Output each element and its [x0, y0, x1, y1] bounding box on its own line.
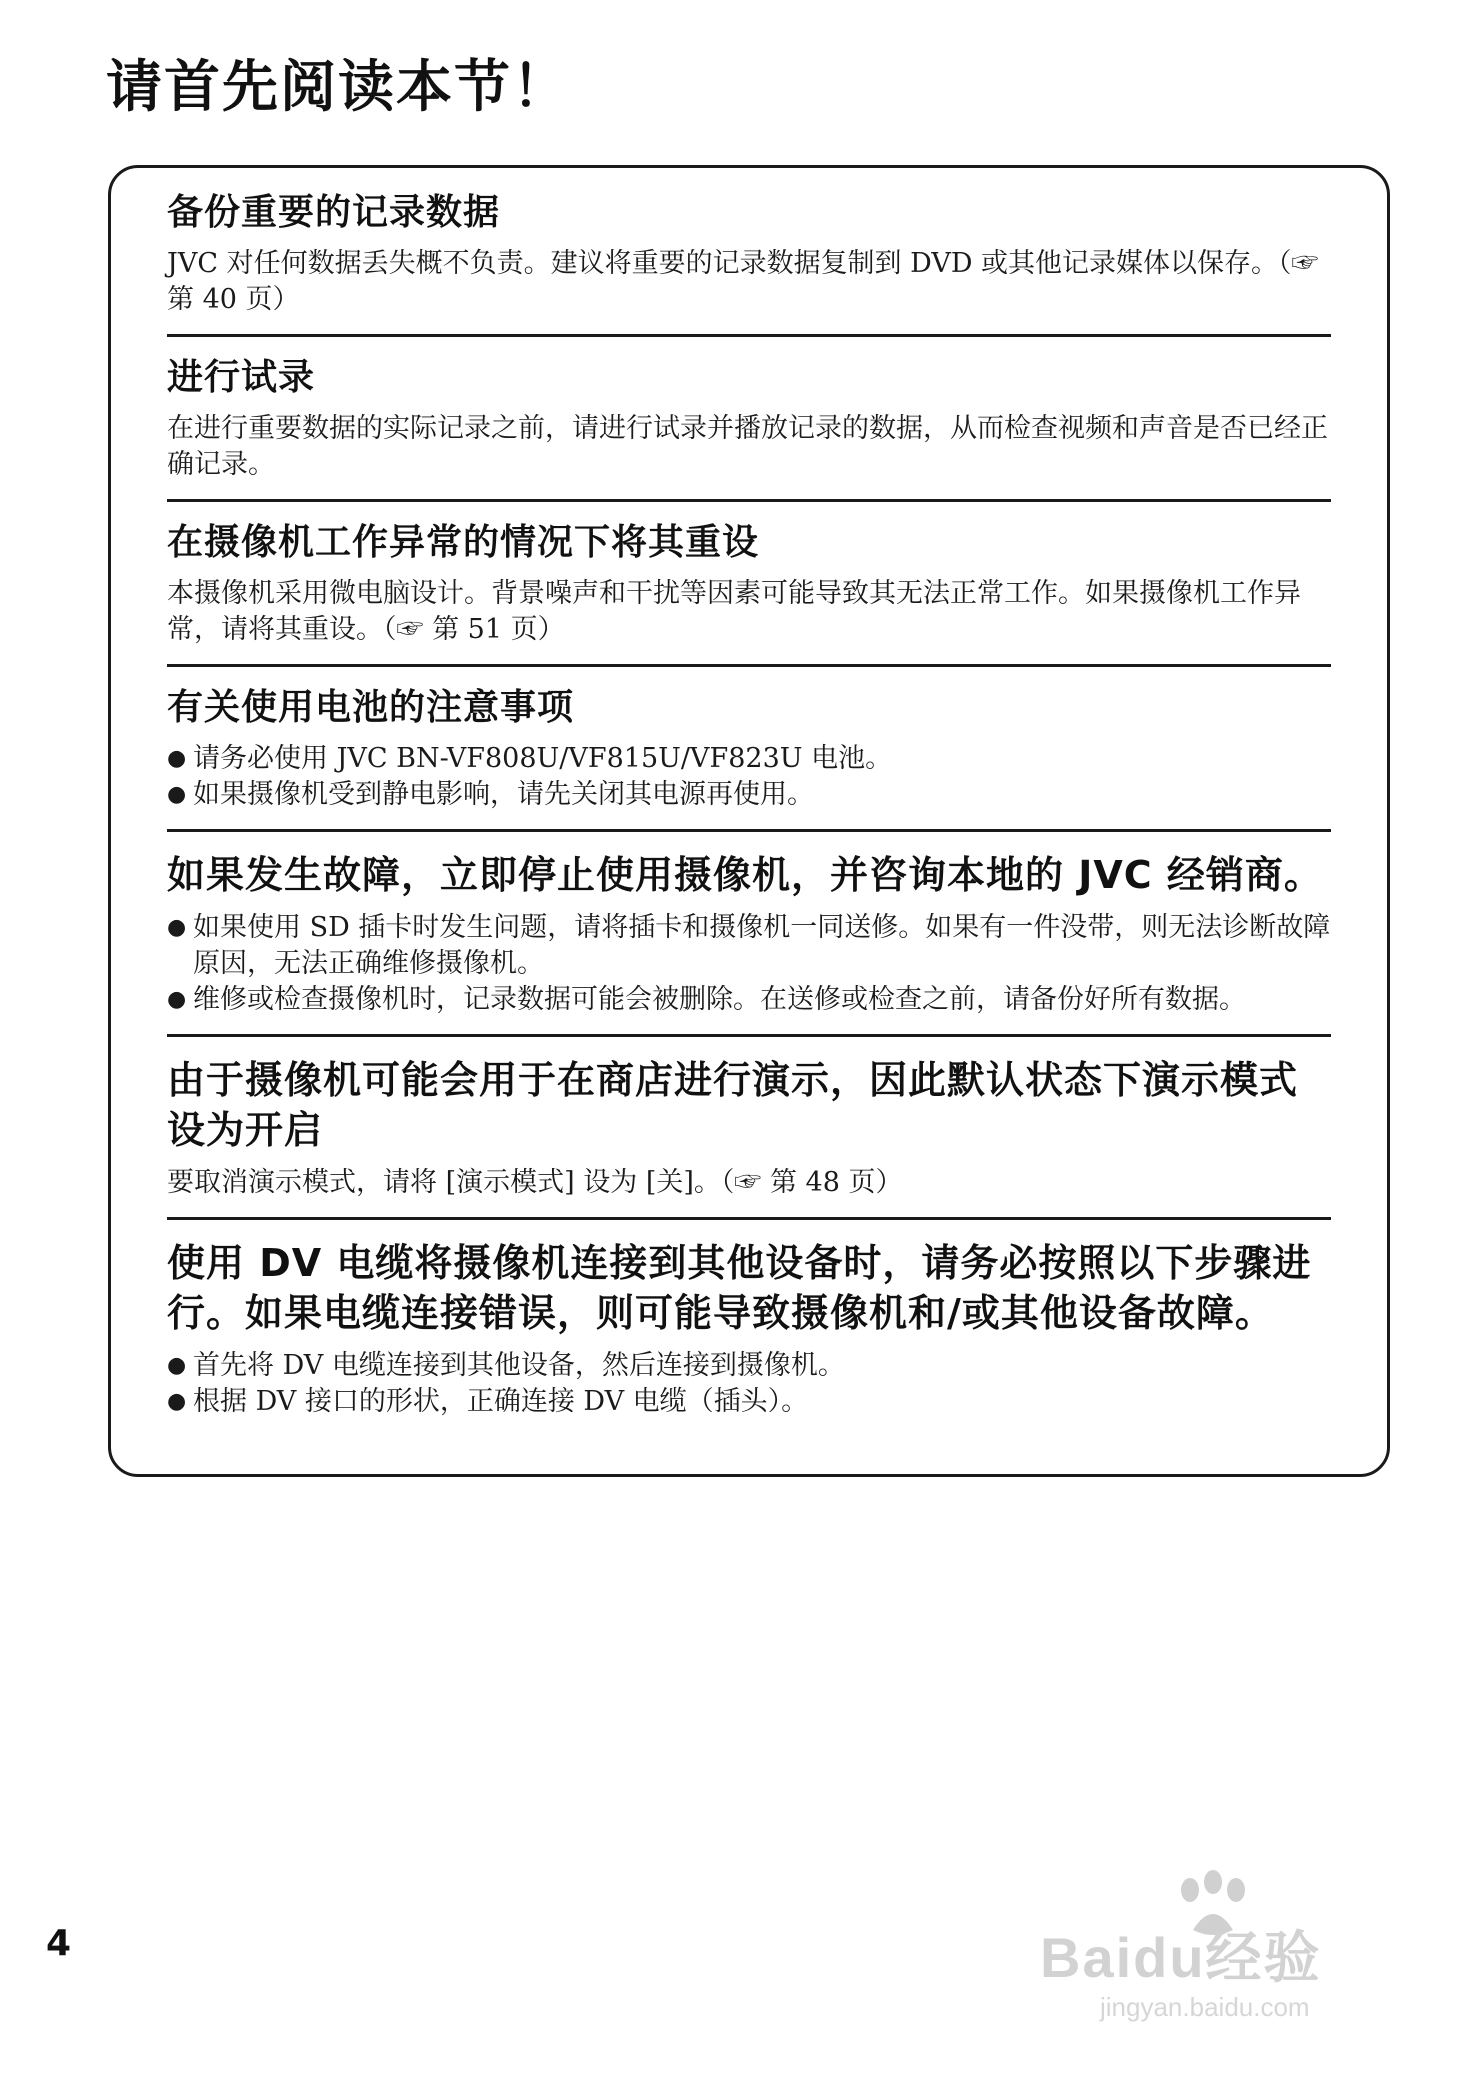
section-body: 要取消演示模式，请将 [演示模式] 设为 [关]。（☞ 第 48 页） [167, 1167, 903, 1198]
bullet-list [167, 1348, 1331, 1420]
list-item-text: 根据 DV 接口的形状，正确连接 DV 电缆（插头）。 [193, 1386, 809, 1417]
section-body: JVC 对任何数据丢失概不负责。建议将重要的记录数据复制到 DVD 或其他记录媒体以保存。（☞ 第 40 页） [167, 248, 1319, 315]
list-item [167, 741, 1331, 777]
bullet-icon: ● [167, 987, 187, 1012]
bullet-icon: ● [167, 915, 187, 940]
section-heading: 有关使用电池的注意事项 [167, 687, 575, 728]
list-item [167, 1384, 1331, 1420]
watermark-brand: Baidu经验 [1040, 1926, 1322, 1989]
list-item-text: 如果使用 SD 插卡时发生问题，请将插卡和摄像机一同送修。如果有一件没带，则无法诊断故障原因，无法正确维修摄像机。 [193, 912, 1331, 979]
bullet-list [167, 910, 1331, 1018]
section-dv-cable [167, 1238, 1331, 1436]
section-malfunction [167, 850, 1331, 1037]
page-title: 请首先阅读本节！ [106, 55, 570, 120]
section-heading: 如果发生故障，立即停止使用摄像机，并咨询本地的 JVC 经销商。 [167, 853, 1323, 897]
list-item-text: 维修或检查摄像机时，记录数据可能会被删除。在送修或检查之前，请备份好所有数据。 [193, 984, 1246, 1015]
list-item-text: 首先将 DV 电缆连接到其他设备，然后连接到摄像机。 [193, 1350, 845, 1381]
bullet-icon: ● [167, 1353, 187, 1378]
list-item [167, 777, 1331, 813]
section-test-recording [167, 355, 1331, 502]
section-heading: 进行试录 [167, 357, 316, 398]
notice-box [108, 165, 1390, 1477]
section-battery [167, 685, 1331, 832]
bullet-icon: ● [167, 1389, 187, 1414]
section-heading: 备份重要的记录数据 [167, 192, 501, 233]
section-demo-mode [167, 1055, 1331, 1220]
list-item [167, 910, 1331, 982]
section-heading: 由于摄像机可能会用于在商店进行演示，因此默认状态下演示模式设为开启 [167, 1058, 1299, 1152]
section-body: 在进行重要数据的实际记录之前，请进行试录并播放记录的数据，从而检查视频和声音是否已经正确记录。 [167, 413, 1328, 480]
list-item-text: 如果摄像机受到静电影响，请先关闭其电源再使用。 [193, 779, 814, 810]
page-number: 4 [46, 1923, 72, 1964]
bullet-icon: ● [167, 746, 187, 771]
baidu-watermark [1040, 1870, 1400, 2020]
section-body: 本摄像机采用微电脑设计。背景噪声和干扰等因素可能导致其无法正常工作。如果摄像机工作异常，请将其重设。（☞ 第 51 页） [167, 578, 1301, 645]
list-item-text: 请务必使用 JVC BN-VF808U/VF815U/VF823U 电池。 [193, 743, 893, 774]
list-item [167, 982, 1331, 1018]
section-reset [167, 520, 1331, 667]
section-heading: 在摄像机工作异常的情况下将其重设 [167, 522, 760, 563]
bullet-icon: ● [167, 782, 187, 807]
section-backup [167, 190, 1331, 337]
bullet-list [167, 741, 1331, 813]
list-item [167, 1348, 1331, 1384]
section-heading: 使用 DV 电缆将摄像机连接到其他设备时，请务必按照以下步骤进行。如果电缆连接错误，则可能导致摄像机和/或其他设备故障。 [167, 1241, 1312, 1335]
watermark-url: jingyan.baidu.com [1100, 1992, 1310, 2022]
